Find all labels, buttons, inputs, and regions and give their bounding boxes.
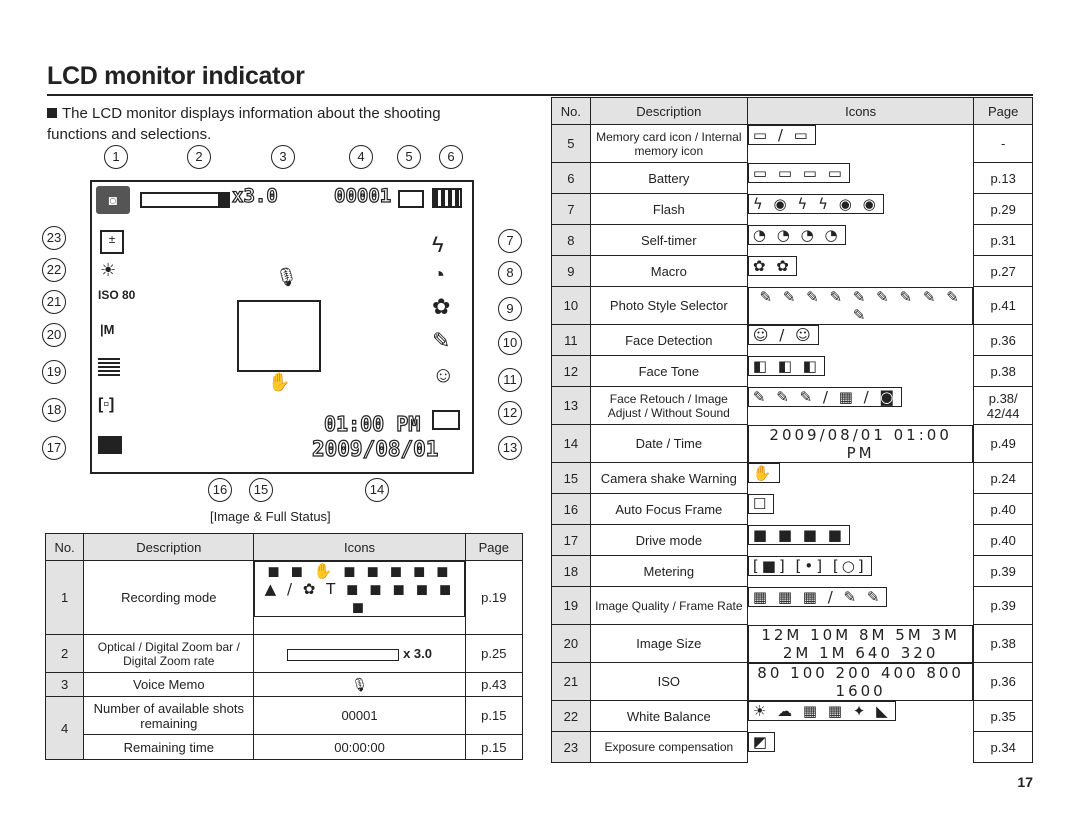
header-icons: Icons [747,98,974,125]
row-page: p.34 [974,732,1033,763]
row-page: p.40 [974,525,1033,556]
row-page: p.31 [974,225,1033,256]
row-icons: ▦ ▦ ▦ / ✎ ✎ [748,587,888,607]
row-icons [254,635,465,673]
callout-13: 13 [498,436,522,460]
row-no: 11 [552,325,591,356]
callout-20: 20 [42,323,66,347]
table-row [552,256,1033,287]
row-icons: 🎙 [254,673,465,697]
row-desc: Metering [590,556,747,587]
row-desc: Camera shake Warning [590,463,747,494]
row-page: p.39 [974,587,1033,625]
af-frame [237,300,321,372]
callout-23: 23 [42,226,66,250]
photo-style-icon: ✎ [432,328,451,353]
row-icons: ◼ ◼ ✋ ◼ ◼ ◼ ◼ ◼ ▲ / ✿ T ◼ ◼ ◼ ◼ ◼ ◼ [254,561,464,617]
row-desc: Exposure compensation [590,732,747,763]
row-desc: White Balance [590,701,747,732]
table-row [552,625,1033,663]
header-desc: Description [84,534,254,561]
row-desc: Optical / Digital Zoom bar / Digital Zoom rate [84,635,254,673]
header-no: No. [552,98,591,125]
zoom-bar [140,192,230,208]
row-icons: ✿ ✿ [748,256,797,276]
row-no: 18 [552,556,591,587]
row-desc: Macro [590,256,747,287]
zoom-bar-icon [287,649,399,661]
row-desc: Flash [590,194,747,225]
row-page: p.13 [974,163,1033,194]
table-row [46,697,523,735]
row-no: 19 [552,587,591,625]
row-page: - [974,125,1033,163]
row-no: 9 [552,256,591,287]
row-icons: 2009/08/01 01:00 PM [748,425,974,463]
row-icons: ✎ ✎ ✎ / ▦ / ◙ [748,387,902,407]
page-number: 17 [1017,774,1033,790]
row-desc: Self-timer [590,225,747,256]
lcd-time: 01:00 PM [324,412,421,436]
row-desc: Photo Style Selector [590,287,747,325]
callout-22: 22 [42,258,66,282]
callout-1: 1 [104,145,128,169]
lcd-screen [90,180,474,474]
row-no: 15 [552,463,591,494]
row-no: 3 [46,673,84,697]
macro-icon: ✿ [432,294,451,319]
row-desc: Auto Focus Frame [590,494,747,525]
row-desc: Face Tone [590,356,747,387]
table-row [552,163,1033,194]
callout-15: 15 [249,478,273,502]
lcd-diagram [40,140,530,535]
row-icons: 80 100 200 400 800 1600 [748,663,974,701]
callout-3: 3 [271,145,295,169]
table-row [552,425,1033,463]
row-icons: ◧ ◧ ◧ [748,356,825,376]
row-no: 22 [552,701,591,732]
callout-16: 16 [208,478,232,502]
callout-5: 5 [397,145,421,169]
row-no: 13 [552,387,591,425]
row-page: p.35 [974,701,1033,732]
table-header [46,534,523,561]
row-page: p.39 [974,556,1033,587]
row-icons: 00001 [254,697,465,735]
row-page: p.15 [465,735,522,760]
row-no: 1 [46,561,84,635]
row-page: p.24 [974,463,1033,494]
callout-7: 7 [498,229,522,253]
row-no: 16 [552,494,591,525]
table-row [46,561,523,635]
callout-19: 19 [42,360,66,384]
row-no: 6 [552,163,591,194]
table-row [552,194,1033,225]
row-page: p.15 [465,697,522,735]
row-no: 10 [552,287,591,325]
flash-icon: ϟ [432,232,444,257]
row-desc: Remaining time [84,735,254,760]
row-page: p.43 [465,673,522,697]
bullet-square [47,108,57,118]
table-header [552,98,1033,125]
row-icons: ☐ [748,494,774,514]
row-no: 8 [552,225,591,256]
drive-mode-icon [98,436,122,454]
table-row [552,587,1033,625]
header-desc: Description [590,98,747,125]
row-no: 12 [552,356,591,387]
table-row [552,463,1033,494]
shake-warning-icon: ✋ [268,372,291,392]
header-page: Page [465,534,522,561]
row-page: p.38 [974,356,1033,387]
table-row [46,673,523,697]
row-icons: ▭ ▭ ▭ ▭ [748,163,850,183]
row-icons: 00:00:00 [254,735,465,760]
right-indicator-table [551,97,1033,763]
table-row [552,287,1033,325]
row-page: p.36 [974,663,1033,701]
table-row [552,225,1033,256]
row-no: 5 [552,125,591,163]
row-desc: Face Detection [590,325,747,356]
row-desc: Face Retouch / Image Adjust / Without Sound [590,387,747,425]
header-page: Page [974,98,1033,125]
row-page: p.38/ 42/44 [974,387,1033,425]
face-detection-icon: ☺ [432,362,455,387]
row-desc: Number of available shots remaining [84,697,254,735]
row-no: 2 [46,635,84,673]
header-no: No. [46,534,84,561]
row-page: p.36 [974,325,1033,356]
row-page: p.27 [974,256,1033,287]
iso-icon: ISO 80 [98,288,136,302]
table-row [552,525,1033,556]
row-icons: ✎ ✎ ✎ ✎ ✎ ✎ ✎ ✎ ✎ ✎ [748,287,974,325]
zoom-rate: x3.0 [232,185,278,207]
table-row [552,356,1033,387]
table-row [552,494,1033,525]
row-icons: ▭ / ▭ [748,125,816,145]
row-no: 20 [552,625,591,663]
header-icons: Icons [254,534,465,561]
callout-21: 21 [42,290,66,314]
row-page: p.29 [974,194,1033,225]
callout-10: 10 [498,331,522,355]
callout-9: 9 [498,297,522,321]
row-no: 14 [552,425,591,463]
row-icons: [■] [•] [○] [748,556,872,576]
callout-18: 18 [42,398,66,422]
table-row [552,701,1033,732]
row-desc: Image Size [590,625,747,663]
battery-icon [432,188,462,208]
row-desc: ISO [590,663,747,701]
title-rule [47,94,1033,96]
table-row [552,125,1033,163]
row-page: p.25 [465,635,522,673]
table-row [552,325,1033,356]
row-page: p.38 [974,625,1033,663]
self-timer-icon: ◔ [432,262,446,287]
metering-icon: [▫] [98,396,115,413]
callout-8: 8 [498,261,522,285]
intro-label: The LCD monitor displays information about the shooting functions and selections. [47,105,441,143]
row-icons: ☺ / ☺ [748,325,819,345]
table-row [552,556,1033,587]
row-icons: ◩ [748,732,775,752]
table-row [552,387,1033,425]
row-no: 21 [552,663,591,701]
row-desc: Drive mode [590,525,747,556]
white-balance-icon: ☀ [100,260,117,280]
row-desc: Image Quality / Frame Rate [590,587,747,625]
exposure-icon: ± [100,230,124,254]
table-row [552,663,1033,701]
lcd-caption: [Image & Full Status] [210,509,331,524]
quality-icon [98,358,120,376]
row-page: p.49 [974,425,1033,463]
row-page: p.19 [465,561,522,635]
row-desc: Recording mode [84,561,254,635]
row-desc: Battery [590,163,747,194]
callout-12: 12 [498,401,522,425]
callout-6: 6 [439,145,463,169]
lcd-date: 2009/08/01 [312,437,439,461]
table-row [46,635,523,673]
table-row [552,732,1033,763]
memory-icon [398,190,424,208]
row-icons: ϟ ◉ ϟ ϟ ◉ ◉ [748,194,884,214]
zoom-rate-label: x 3.0 [403,646,432,661]
row-icons: ☀ ☁ ▦ ▦ ✦ ◣ [748,701,896,721]
callout-17: 17 [42,436,66,460]
camera-mode-icon: ◙ [96,186,130,214]
row-page: p.40 [974,494,1033,525]
row-desc: Memory card icon / Internal memory icon [590,125,747,163]
row-desc: Date / Time [590,425,747,463]
callout-2: 2 [187,145,211,169]
row-desc: Voice Memo [84,673,254,697]
intro-text [47,103,487,145]
row-page: p.41 [974,287,1033,325]
row-icons: 12M 10M 8M 5M 3M 2M 1M 640 320 [748,625,974,663]
row-no: 7 [552,194,591,225]
row-icons: ✋ [748,463,780,483]
callout-11: 11 [498,368,522,392]
shots-count: 00001 [334,185,392,207]
row-icons: ■ ■ ■ ■ [748,525,850,545]
row-no: 4 [46,697,84,760]
callout-4: 4 [349,145,373,169]
voice-memo-icon: 🎙 [275,267,298,287]
row-icons: ◔ ◔ ◔ ◔ [748,225,846,245]
image-size-icon: |M [100,322,115,337]
row-no: 23 [552,732,591,763]
table-row [46,735,523,760]
face-tone-icon [432,410,460,430]
callout-14: 14 [365,478,389,502]
left-indicator-table [45,533,523,760]
row-no: 17 [552,525,591,556]
page-title: LCD monitor indicator [47,62,305,90]
